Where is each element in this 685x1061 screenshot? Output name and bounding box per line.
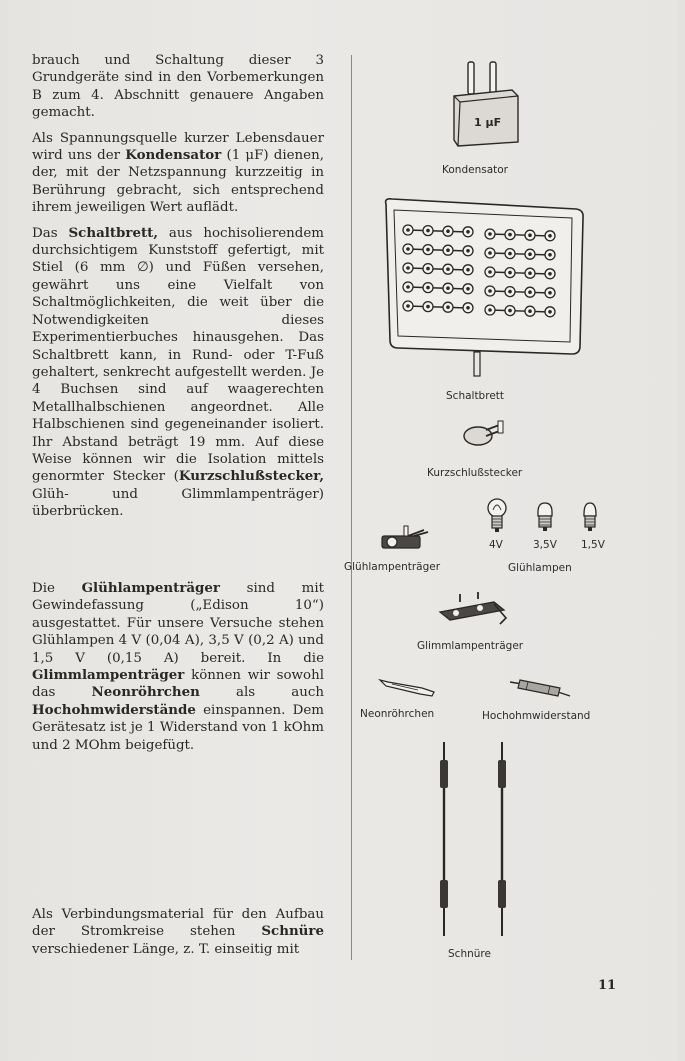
paragraph-grundgeraete: brauch und Schaltung dieser 3 Grundgeräte sind in den Vorbemerkungen B zum 4. Abschnitt genauere Angaben gemacht. <box>32 53 324 121</box>
neonroehrchen-illustration <box>378 674 438 698</box>
jack-socket-hole <box>548 291 552 295</box>
jack-socket-hole <box>426 267 430 271</box>
jack-socket-hole <box>528 290 532 294</box>
gluehlampe-3-5v-icon <box>534 500 556 534</box>
text-block-1 <box>32 52 324 529</box>
jack-socket-hole <box>466 230 470 234</box>
jack-socket-hole <box>466 249 470 253</box>
jack-socket-hole <box>548 253 552 257</box>
jack-socket-hole <box>426 286 430 290</box>
jack-socket-hole <box>528 233 532 237</box>
text-block-2 <box>32 580 324 762</box>
lamp-voltage-4v: 4V <box>489 539 503 551</box>
lamp-voltage-1-5v: 1,5V <box>581 539 605 551</box>
jack-socket-hole <box>488 270 492 274</box>
caption-schnuere: Schnüre <box>448 948 491 960</box>
caption-kondensator: Kondensator <box>442 164 508 176</box>
jack-socket-hole <box>466 306 470 310</box>
hochohmwiderstand-illustration <box>508 676 572 700</box>
caption-schaltbrett: Schaltbrett <box>446 390 505 402</box>
gluehlampentraeger-illustration <box>378 524 432 558</box>
caption-kurzschlussstecker: Kurzschlußstecker <box>427 467 523 479</box>
paragraph-kondensator: Als Spannungsquelle kurzer Lebensdauer wird uns der Kondensator (1 μF) dienen, der, mit der Netzspannung kurzzeitig in Berührung gebracht, sich entsprechend ihrem jeweiligen Wert auflädt. <box>32 130 324 216</box>
caption-glimmlampentraeger: Glimmlampenträger <box>417 640 524 652</box>
book-page <box>8 0 678 1061</box>
jack-socket-hole <box>466 268 470 272</box>
jack-socket-hole <box>488 308 492 312</box>
kurzschlussstecker-illustration <box>458 418 508 452</box>
jack-socket-hole <box>446 248 450 252</box>
jack-socket-hole <box>446 286 450 290</box>
column-divider <box>351 55 352 960</box>
jack-socket-hole <box>466 287 470 291</box>
caption-gluehlampen: Glühlampen <box>508 562 572 574</box>
jack-socket-hole <box>508 271 512 275</box>
text-block-3 <box>32 906 324 966</box>
schaltbrett-illustration <box>380 196 590 376</box>
jack-socket-hole <box>508 309 512 313</box>
jack-socket-hole <box>446 267 450 271</box>
gluehlampe-4v-icon <box>486 496 508 534</box>
schnuere-illustration <box>430 740 510 940</box>
jack-socket-hole <box>528 252 532 256</box>
page-number: 11 <box>598 978 617 993</box>
jack-socket-hole <box>446 229 450 233</box>
jack-socket-hole <box>406 304 410 308</box>
jack-socket-hole <box>508 290 512 294</box>
jack-socket-hole <box>548 234 552 238</box>
jack-socket-hole <box>528 271 532 275</box>
jack-socket-hole <box>426 305 430 309</box>
jack-socket-hole <box>406 285 410 289</box>
jack-socket-hole <box>406 266 410 270</box>
jack-socket-hole <box>508 252 512 256</box>
paragraph-gluehlampen: Die Glühlampenträger sind mit Gewindefassung („Edison 10“) ausgestattet. Für unsere Versuche stehen Glühlampen 4 V (0,04 A), 3,5 V (0,2 A) und 1,5 V (0,15 A) bereit. In die Glimmlampenträger können wir sowohl das Neonröhrchen als auch Hochohmwiderstände einspannen. Dem Gerätesatz ist je 1 Widerstand von 1 kOhm und 2 MOhm beigefügt. <box>32 580 324 753</box>
jack-socket-hole <box>426 229 430 233</box>
glimmlampentraeger-illustration <box>434 592 514 632</box>
capacitor-value-label: 1 μF <box>474 116 502 129</box>
jack-socket-hole <box>426 248 430 252</box>
caption-gluehlampentraeger: Glühlampenträger <box>344 561 441 573</box>
jack-socket-hole <box>446 305 450 309</box>
jack-socket-hole <box>548 310 552 314</box>
jack-socket-hole <box>528 309 532 313</box>
paragraph-schnuere: Als Verbindungsmaterial für den Aufbau der Stromkreise stehen Schnüre verschiedener Länge, z. T. einseitig mit <box>32 907 324 957</box>
jack-socket-hole <box>548 272 552 276</box>
lamp-voltage-3-5v: 3,5V <box>533 539 557 551</box>
jack-socket-hole <box>406 247 410 251</box>
caption-neonroehrchen: Neonröhrchen <box>360 708 435 720</box>
jack-socket-hole <box>488 289 492 293</box>
capacitor-illustration <box>446 60 526 160</box>
jack-socket-hole <box>406 228 410 232</box>
jack-socket-hole <box>488 232 492 236</box>
jack-socket-hole <box>508 233 512 237</box>
jack-socket-hole <box>488 251 492 255</box>
paragraph-schaltbrett: Das Schaltbrett, aus hochisolierendem durchsichtigem Kunststoff gefertigt, mit Stiel (6 mm ∅) und Füßen versehen, gewährt uns eine Vielfalt von Schaltmöglichkeiten, die weit über die Notwendigkeiten dieses Experimentierbuches hinausgehen. Das Schaltbrett kann, in Rund- oder T-Fuß gehaltert, senkrecht aufgestellt werden. Je 4 Buchsen sind auf waagerechten Metallhalbschienen angeordnet. Alle Halbschienen sind gegeneinander isoliert. Ihr Abstand beträgt 19 mm. Auf diese Weise können wir die Isolation mittels genormter Stecker (Kurzschlußstecker, Glüh- und Glimmlampenträger) überbrücken. <box>32 224 324 520</box>
caption-hochohmwiderstand: Hochohmwiderstand <box>482 710 591 722</box>
gluehlampe-1-5v-icon <box>580 500 600 534</box>
